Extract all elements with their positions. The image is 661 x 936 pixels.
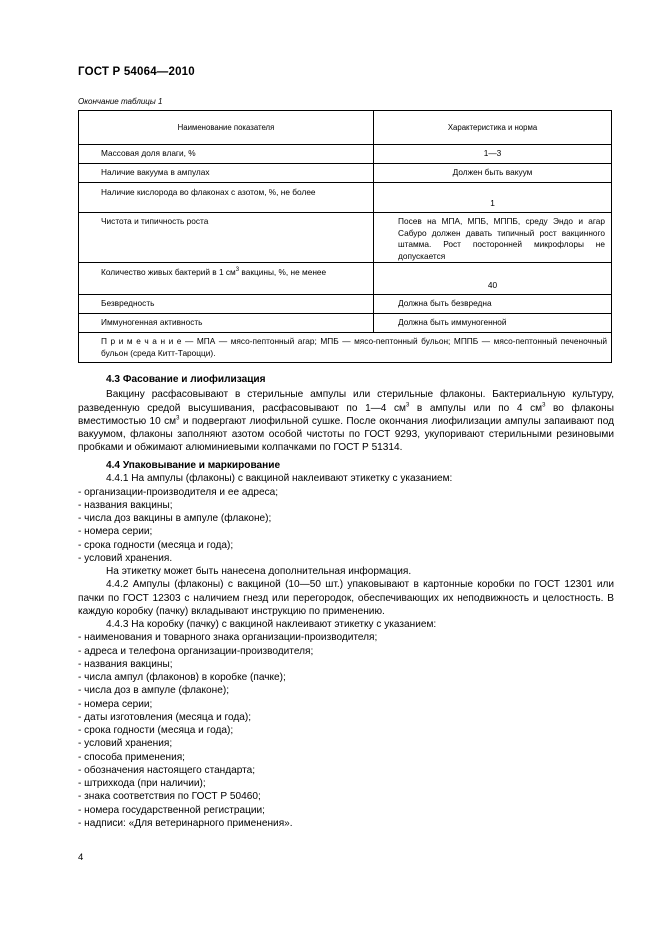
list-item: - надписи: «Для ветеринарного применения».	[78, 817, 293, 829]
section-heading: 4.4 Упаковывание и маркирование	[106, 460, 281, 471]
list-item: - номера серии;	[78, 698, 153, 710]
row-name: Наличие вакуума в ампулах	[79, 164, 374, 183]
row-value: 1	[374, 183, 612, 213]
row-name	[79, 263, 374, 295]
table-row	[79, 295, 612, 314]
list-item: - названия вакцины;	[78, 658, 173, 670]
section-4-3	[78, 373, 614, 455]
list-item: - наименования и товарного знака организации-производителя;	[78, 632, 378, 644]
row-value: Должна быть безвредна	[374, 295, 612, 314]
table-row	[79, 263, 612, 295]
superscript: 3	[542, 402, 546, 409]
row-name: Иммуногенная активность	[79, 314, 374, 333]
list-item: - числа доз в ампуле (флаконе);	[78, 685, 230, 697]
paragraph: На этикетку может быть нанесена дополнительная информация.	[106, 566, 412, 577]
list-item: - условий хранения.	[78, 552, 173, 564]
list-item: - условий хранения;	[78, 738, 173, 750]
paragraph: 4.4.3 На коробку (пачку) с вакциной наклеивают этикетку с указанием:	[106, 619, 437, 630]
row-value: Должна быть иммуногенной	[374, 314, 612, 333]
paragraph-text: в ампулы или по 4 см	[409, 402, 543, 414]
list-item: - адреса и телефона организации-производителя;	[78, 645, 314, 657]
list-item: - обозначения настоящего стандарта;	[78, 764, 256, 776]
table-header-row	[79, 111, 612, 145]
paragraph: 4.4.2 Ампулы (флаконы) с вакциной (10—50 шт.) упаковывают в картонные коробки по ГОСТ 12301 или пачки по ГОСТ 12303 с наличием гнезд или перегородок, обеспечивающих их неподвижность и целостность. В каждую коробку (пачку) вкладывают инструкцию по применению.	[78, 579, 614, 617]
table-row	[79, 213, 612, 263]
list-item: - числа доз вакцины в ампуле (флаконе);	[78, 513, 272, 524]
paragraph-text: и подвергают лиофильной сушке. После окончания лиофилизации ампулы запаивают под вакуумом, флаконы заполняют азотом особой чистоты по ГОСТ 9293, укупоривают стерильными резиновыми пробками и обжимают алюминиевыми колпачками по ГОСТ Р 51314.	[78, 415, 614, 454]
list-item: - срока годности (месяца и года);	[78, 725, 234, 736]
paragraph-text: Вакцину расфасовывают в стерильные ампулы или стерильные флаконы. Бактериальную культуру, разведенную средой высушивания, расфасовывают по 1—4 см	[78, 389, 614, 414]
list-item: - способа применения;	[78, 751, 185, 763]
paragraph	[78, 388, 614, 454]
table-caption: Окончание таблицы 1	[78, 97, 163, 106]
row-name: Чистота и типичность роста	[79, 213, 374, 263]
list-item: - штрихкода (при наличии);	[78, 778, 206, 789]
superscript: 3	[235, 267, 240, 274]
column-header-value: Характеристика и норма	[374, 111, 612, 145]
characteristics-table	[78, 110, 612, 363]
row-name-text: вакцины, %, не менее	[239, 267, 327, 277]
paragraph-text: во флаконы вместимостью 10 см	[78, 402, 615, 427]
list-item: - номера серии;	[78, 526, 153, 538]
section-4-4	[78, 459, 614, 830]
list-item: - срока годности (месяца и года);	[78, 539, 234, 551]
table-row	[79, 183, 612, 213]
list-item: - организации-производителя и ее адреса;	[78, 486, 279, 498]
table-note: П р и м е ч а н и е — МПА — мясо-пептонный агар; МПБ — мясо-пептонный бульон; МППБ — мясо-пептонный печеночный бульон (среда Китт-Тароцци).	[79, 333, 612, 363]
list-item: - номера государственной регистрации;	[78, 804, 265, 816]
superscript: 3	[405, 402, 410, 409]
row-value: Должен быть вакуум	[374, 164, 612, 183]
row-value: 1—3	[374, 145, 612, 164]
superscript: 3	[176, 415, 180, 422]
column-header-name: Наименование показателя	[79, 111, 374, 145]
row-value: 40	[374, 263, 612, 295]
row-name: Массовая доля влаги, %	[79, 145, 374, 164]
document-header: ГОСТ Р 54064—2010	[78, 66, 195, 78]
list-item: - названия вакцины;	[78, 499, 173, 511]
list-item: - знака соответствия по ГОСТ Р 50460;	[78, 791, 261, 803]
table-row	[79, 145, 612, 164]
section-heading: 4.3 Фасование и лиофилизация	[106, 374, 266, 385]
table-note-row	[79, 333, 612, 363]
table-row	[79, 314, 612, 333]
paragraph: 4.4.1 На ампулы (флаконы) с вакциной наклеивают этикетку с указанием:	[106, 473, 453, 485]
row-name: Безвредность	[79, 295, 374, 314]
list-item: - даты изготовления (месяца и года);	[78, 711, 252, 723]
row-value: Посев на МПА, МПБ, МППБ, среду Эндо и агар Сабуро должен давать типичный рост вакцинного штамма. Рост посторонней микрофлоры не допускается	[374, 213, 612, 263]
page-number: 4	[78, 852, 84, 863]
list-item: - числа ампул (флаконов) в коробке (пачке);	[78, 672, 286, 683]
row-name-text: Количество живых бактерий в 1 см	[101, 267, 236, 277]
table-row	[79, 164, 612, 183]
row-name: Наличие кислорода во флаконах с азотом, %, не более	[79, 183, 374, 213]
